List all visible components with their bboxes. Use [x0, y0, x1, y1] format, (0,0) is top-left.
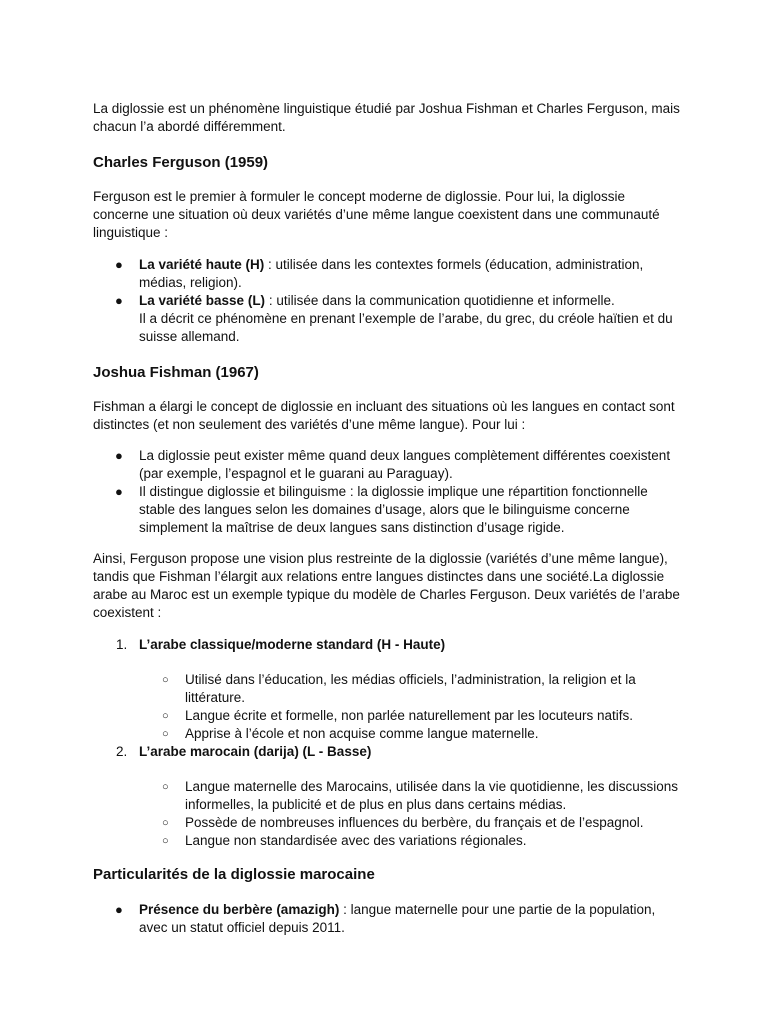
- ferguson-item-high-text: : utilisée dans les contextes formels (éducation, administration, médias, religion).: [139, 257, 644, 290]
- high-subitem-3: Apprise à l’école et non acquise comme langue maternelle.: [185, 726, 539, 741]
- bullet-marker: ●: [115, 257, 123, 272]
- berbere-item: [139, 901, 684, 937]
- heading-ferguson: Charles Ferguson (1959): [93, 154, 269, 171]
- low-subitem-3: Langue non standardisée avec des variations régionales.: [185, 833, 527, 848]
- list-heading-low: L’arabe marocain (darija) (L - Basse): [139, 744, 372, 759]
- ferguson-item-low-text: : utilisée dans la communication quotidienne et informelle.: [265, 293, 615, 308]
- circle-marker: ○: [162, 710, 169, 722]
- intro-paragraph: La diglossie est un phénomène linguistique étudié par Joshua Fishman et Charles Ferguson, mais chacun l’a abordé différemment.: [93, 101, 680, 134]
- circle-marker: ○: [162, 781, 169, 793]
- fishman-item-2: Il distingue diglossie et bilinguisme : la diglossie implique une répartition fonctionnelle stable des langues selon les domaines d’usage, alors que le bilinguisme concerne simplement la maîtrise de deux langues sans distinction d’usage rigide.: [139, 484, 648, 535]
- fishman-paragraph: Fishman a élargi le concept de diglossie en incluant des situations où les langues en contact sont distinctes (et non seulement des variétés d’une même langue). Pour lui :: [93, 399, 675, 432]
- ferguson-item-low-label: La variété basse (L): [139, 293, 266, 308]
- ferguson-item-high: [139, 256, 684, 292]
- circle-marker: ○: [162, 728, 169, 740]
- heading-particularites: Particularités de la diglossie marocaine: [93, 866, 375, 883]
- list-heading-high: L’arabe classique/moderne standard (H - Haute): [139, 637, 446, 652]
- bullet-marker: ●: [115, 293, 123, 308]
- ferguson-item-low-continuation: Il a décrit ce phénomène en prenant l’exemple de l’arabe, du grec, du créole haïtien et du suisse allemand.: [139, 311, 673, 344]
- heading-fishman: Joshua Fishman (1967): [93, 364, 259, 381]
- berbere-item-label: Présence du berbère (amazigh): [139, 902, 340, 917]
- high-subitem-1: Utilisé dans l’éducation, les médias officiels, l’administration, la religion et la littérature.: [185, 672, 636, 705]
- list-number-2: 2.: [116, 744, 128, 759]
- list-number-1: 1.: [116, 637, 128, 652]
- circle-marker: ○: [162, 674, 169, 686]
- berbere-item-text: : langue maternelle pour une partie de la population, avec un statut officiel depuis 2011.: [139, 902, 656, 935]
- conclusion-paragraph: Ainsi, Ferguson propose une vision plus restreinte de la diglossie (variétés d’une même langue), tandis que Fishman l’élargit aux relations entre langues distinctes dans une société.La diglossie arabe au Maroc est un exemple typique du modèle de Charles Ferguson. Deux variétés de l’arabe coexistent :: [93, 551, 680, 620]
- bullet-marker: ●: [115, 448, 123, 463]
- circle-marker: ○: [162, 835, 169, 847]
- ferguson-item-low: [139, 292, 684, 346]
- low-subitem-1: Langue maternelle des Marocains, utilisée dans la vie quotidienne, les discussions informelles, la publicité et de plus en plus dans certains médias.: [185, 779, 679, 812]
- circle-marker: ○: [162, 817, 169, 829]
- bullet-marker: ●: [115, 902, 123, 917]
- ferguson-item-high-label: La variété haute (H): [139, 257, 265, 272]
- high-subitem-2: Langue écrite et formelle, non parlée naturellement par les locuteurs natifs.: [185, 708, 634, 723]
- low-subitem-2: Possède de nombreuses influences du berbère, du français et de l’espagnol.: [185, 815, 644, 830]
- bullet-marker: ●: [115, 484, 123, 499]
- ferguson-paragraph: Ferguson est le premier à formuler le concept moderne de diglossie. Pour lui, la diglossie concerne une situation où deux variétés d’une même langue coexistent dans une communauté linguistique :: [93, 189, 660, 240]
- fishman-item-1: La diglossie peut exister même quand deux langues complètement différentes coexistent (par exemple, l’espagnol et le guarani au Paraguay).: [139, 448, 671, 481]
